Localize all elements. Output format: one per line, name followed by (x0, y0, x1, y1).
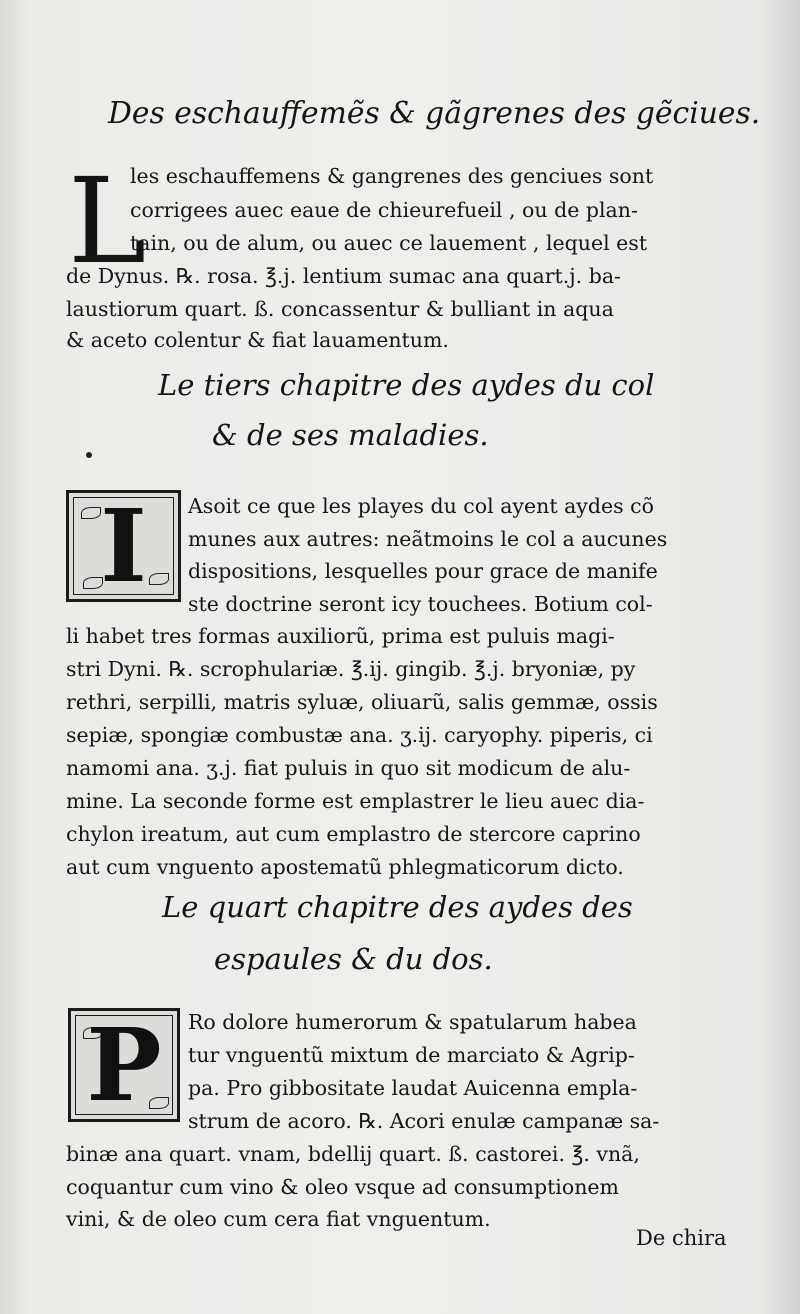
catchword: De chira (636, 1226, 727, 1250)
text-line: dispositions, lesquelles pour grace de manife (188, 559, 658, 583)
text-line: chylon ireatum, aut cum emplastro de stercore caprino (66, 822, 641, 846)
initial-letter: I (100, 487, 147, 605)
text-line: binæ ana quart. vnam, bdellij quart. ß. castorei. ℥. vnã, (66, 1142, 640, 1166)
text-line: mine. La seconde forme est emplastrer le lieu auec dia- (66, 789, 645, 813)
text-line: ste doctrine seront icy touchees. Botium col- (188, 592, 653, 616)
text-line: strum de acoro. ℞. Acori enulæ campanæ sa- (188, 1109, 660, 1133)
text-line: Ro dolore humerorum & spatularum habea (188, 1010, 637, 1034)
text-line: & aceto colentur & fiat lauamentum. (66, 328, 449, 352)
chapter-heading-col-line2: & de ses maladies. (212, 418, 489, 452)
text-line: stri Dyni. ℞. scrophulariæ. ℥.ij. gingib. ℥.j. bryoniæ, py (66, 657, 636, 681)
section-heading-gencives: Des eschauffemẽs & gãgrenes des gẽciues. (108, 96, 761, 131)
text-line: les eschauffemens & gangrenes des genciues sont (130, 164, 654, 188)
text-line: de Dynus. ℞. rosa. ℥.j. lentium sumac ana quart.j. ba- (66, 264, 621, 288)
text-line: namomi ana. ʒ.j. fiat puluis in quo sit modicum de alu- (66, 756, 631, 780)
decorated-initial-p (68, 1008, 180, 1122)
text-line: munes aux autres: neãtmoins le col a aucunes (188, 527, 668, 551)
chapter-heading-espaules-line1: Le quart chapitre des aydes des (162, 890, 633, 924)
text-line: vini, & de oleo cum cera fiat vnguentum. (66, 1207, 491, 1231)
text-line: pa. Pro gibbositate laudat Auicenna empla- (188, 1076, 638, 1100)
text-line: corrigees auec eaue de chieurefueil , ou de plan- (130, 198, 638, 222)
initial-letter: P (86, 1006, 162, 1124)
ink-dot (86, 452, 92, 458)
drop-cap-l: L (68, 152, 147, 290)
text-line: sepiæ, spongiæ combustæ ana. ʒ.ij. caryophy. piperis, ci (66, 723, 653, 747)
text-line: coquantur cum vino & oleo vsque ad consumptionem (66, 1175, 619, 1199)
decorated-initial-i (66, 487, 181, 605)
text-line: li habet tres formas auxiliorũ, prima est puluis magi- (66, 624, 615, 648)
text-line: tain, ou de alum, ou auec ce lauement , lequel est (130, 231, 648, 255)
show-through-heading (40, 30, 740, 60)
text-line: aut cum vnguento apostematũ phlegmaticorum dicto. (66, 855, 624, 879)
chapter-heading-espaules-line2: espaules & du dos. (214, 942, 493, 976)
text-line: laustiorum quart. ß. concassentur & bulliant in aqua (66, 297, 614, 321)
text-line: tur vnguentũ mixtum de marciato & Agrip- (188, 1043, 635, 1067)
text-line: rethri, serpilli, matris syluæ, oliuarũ, salis gemmæ, ossis (66, 690, 658, 714)
chapter-heading-col-line1: Le tiers chapitre des aydes du col (158, 368, 655, 402)
text-line: Asoit ce que les playes du col ayent aydes cõ (188, 494, 655, 518)
